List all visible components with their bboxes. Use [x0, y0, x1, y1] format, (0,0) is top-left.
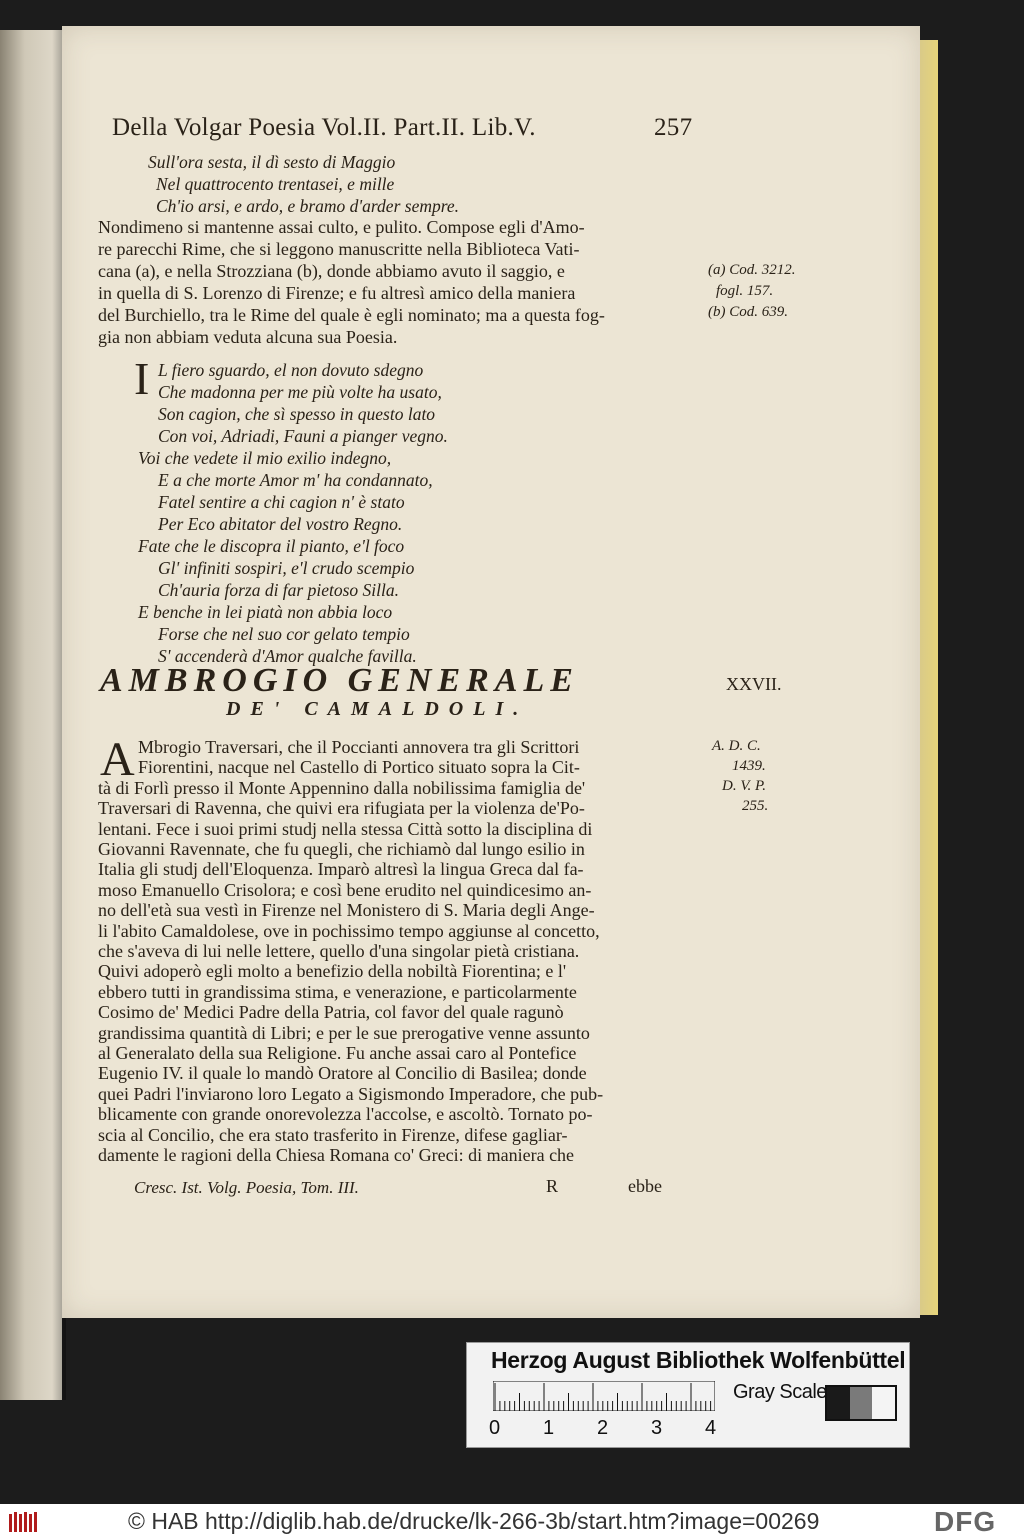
signature-note: Cresc. Ist. Volg. Poesia, Tom. III.	[134, 1178, 359, 1197]
page-fore-edge	[918, 40, 938, 1315]
drop-cap: I	[134, 353, 150, 404]
ruler-number: 2	[597, 1417, 609, 1439]
running-header	[112, 114, 732, 142]
body-line: Eugenio IV. il quale lo mandò Oratore al Concilio di Basilea; donde	[98, 1063, 587, 1084]
body-line: Cosimo de' Medici Padre della Patria, col favor del quale ragunò	[98, 1002, 564, 1023]
body-line: Giovanni Ravennate, che fu quegli, che richiamò dal lungo esilio in	[98, 839, 585, 859]
body-line: Traversari di Ravenna, che quivi era rifugiata per la violenza de'Po-	[98, 798, 585, 819]
verse-line: Forse che nel suo cor gelato tempio	[158, 624, 410, 644]
body-line: Mbrogio Traversari, che il Poccianti annovera tra gli Scrittori	[138, 737, 580, 757]
ruler-number: 0	[489, 1417, 501, 1439]
verse-line: Nel quattrocento trentasei, e mille	[156, 174, 395, 194]
hab-logo-icon	[8, 1510, 42, 1534]
body-line: Fiorentini, nacque nel Castello di Portico situato sopra la Cit-	[138, 757, 580, 778]
prose-line: in quella di S. Lorenzo di Firenze; e fu altresì amico della maniera	[98, 283, 576, 303]
verse-line: Ch'io arsi, e ardo, e bramo d'arder sempre.	[156, 196, 460, 216]
body-line: moso Emanuello Crisolora; e così bene erudito nel quindicesimo an-	[98, 879, 592, 900]
running-title: Della Volgar Poesia Vol.II. Part.II. Lib.V.	[112, 114, 536, 141]
verse-line: Fate che le discopra il pianto, e'l foco	[138, 536, 405, 556]
body-line: tà di Forlì presso il Monte Appennino dalla nobilissima famiglia de'	[98, 777, 586, 798]
prose-line: del Burchiello, tra le Rime del quale è egli nominato; ma a questa fog-	[98, 305, 605, 325]
signature-mark: R	[546, 1176, 559, 1196]
ruler-icon	[493, 1381, 715, 1411]
margin-date: 255.	[742, 798, 769, 814]
body-line: scia al Concilio, che era stato trasferito in Firenze, difese gagliar-	[98, 1124, 568, 1145]
verse-line: Gl' infiniti sospiri, e'l crudo scempio	[158, 558, 415, 578]
ruler-number: 3	[651, 1417, 663, 1439]
body-line: no dell'età sua vestì in Firenze nel Monistero di S. Maria degli Ange-	[98, 900, 595, 921]
ruler-number: 1	[543, 1417, 555, 1439]
body-line: ebbero tutti in grandissima stima, e venerazione, e particolarmente	[98, 981, 577, 1002]
source-url-link[interactable]: © HAB http://diglib.hab.de/drucke/lk-266-3b/start.htm?image=00269	[128, 1508, 820, 1534]
body-line: Italia gli studj dell'Eloquenza. Imparò altresì la lingua Greca dal fa-	[98, 859, 584, 880]
verse-line: Sull'ora sesta, il dì sesto di Maggio	[148, 152, 396, 172]
body-line: Quivi adoperò egli molto a benefizio della nobiltà Fiorentina; e l'	[98, 961, 567, 982]
margin-note: (a) Cod. 3212.	[708, 262, 796, 278]
section-number: XXVII.	[726, 674, 782, 694]
section-subtitle: DE' CAMALDOLI.	[226, 698, 529, 720]
verse-line: Ch'auria forza di far pietoso Silla.	[158, 580, 399, 600]
catchword: ebbe	[628, 1176, 662, 1196]
margin-note: fogl. 157.	[716, 283, 774, 299]
verse-line: E a che morte Amor m' ha condannato,	[158, 470, 433, 490]
body-line: quei Padri l'inviarono loro Legato a Sigismondo Imperadore, che pub-	[98, 1083, 604, 1104]
ruler-number: 4	[705, 1417, 717, 1439]
body-line: grandissima quantità di Libri; e per le sue prerogative venne assunto	[98, 1022, 590, 1043]
body-line: che s'aveva di lui nelle lettere, quello d'una singolar pietà cristiana.	[98, 941, 580, 961]
verse-line: Fatel sentire a chi cagion n' è stato	[158, 492, 405, 512]
section-title: AMBROGIO GENERALE	[100, 662, 579, 699]
swatch-black	[827, 1387, 850, 1419]
body-line: al Generalato della sua Religione. Fu anche assai caro al Pontefice	[98, 1043, 577, 1063]
prose-line: re parecchi Rime, che si leggono manuscritte nella Biblioteca Vati-	[98, 239, 580, 259]
gray-swatches	[825, 1385, 897, 1421]
body-line: li l'abito Camaldolese, ove in pochissimo tempo aggiunse al concetto,	[98, 920, 600, 941]
margin-date: 1439.	[732, 758, 766, 774]
verse-line: Con voi, Adriadi, Fauni a pianger vegno.	[158, 426, 448, 446]
drop-cap: A	[100, 733, 135, 786]
swatch-gray	[850, 1387, 873, 1419]
margin-date: D. V. P.	[722, 778, 767, 794]
card-title: Herzog August Bibliothek Wolfenbüttel	[491, 1347, 906, 1373]
prose-line: gia non abbiam veduta alcuna sua Poesia.	[98, 327, 398, 347]
margin-note: (b) Cod. 639.	[708, 304, 788, 320]
prose-line: Nondimeno si mantenne assai culto, e pulito. Compose egli d'Amo-	[98, 217, 585, 237]
verse-line: L fiero sguardo, el non dovuto sdegno	[158, 360, 424, 380]
body-line: blicamente con grande onorevolezza l'accolse, e ascoltò. Tornato po-	[98, 1104, 593, 1125]
viewer-footer-bar	[0, 1504, 1024, 1539]
swatch-white	[872, 1387, 895, 1419]
page-number: 257	[654, 114, 693, 141]
verse-line: S' accenderà d'Amor qualche favilla.	[158, 646, 417, 666]
gray-scale-label: Gray Scale	[733, 1381, 827, 1403]
prose-line: cana (a), e nella Strozziana (b), donde abbiamo avuto il saggio, e	[98, 261, 565, 281]
verse-line: Per Eco abitator del vostro Regno.	[158, 514, 403, 534]
verse-line: Voi che vedete il mio exilio indegno,	[138, 448, 392, 468]
dfg-logo: DFG	[934, 1506, 997, 1537]
verse-line: E benche in lei piatà non abbia loco	[138, 602, 393, 622]
verse-line: Che madonna per me più volte ha usato,	[158, 382, 442, 402]
margin-date: A. D. C.	[712, 738, 761, 754]
verse-line: Son cagion, che sì spesso in questo lato	[158, 404, 436, 424]
body-line: damente le ragioni della Chiesa Romana co' Greci: di maniera che	[98, 1145, 575, 1165]
body-line: lentani. Fece i suoi primi studj nella stessa Città sotto la disciplina di	[98, 818, 593, 839]
color-reference-card	[466, 1342, 910, 1448]
